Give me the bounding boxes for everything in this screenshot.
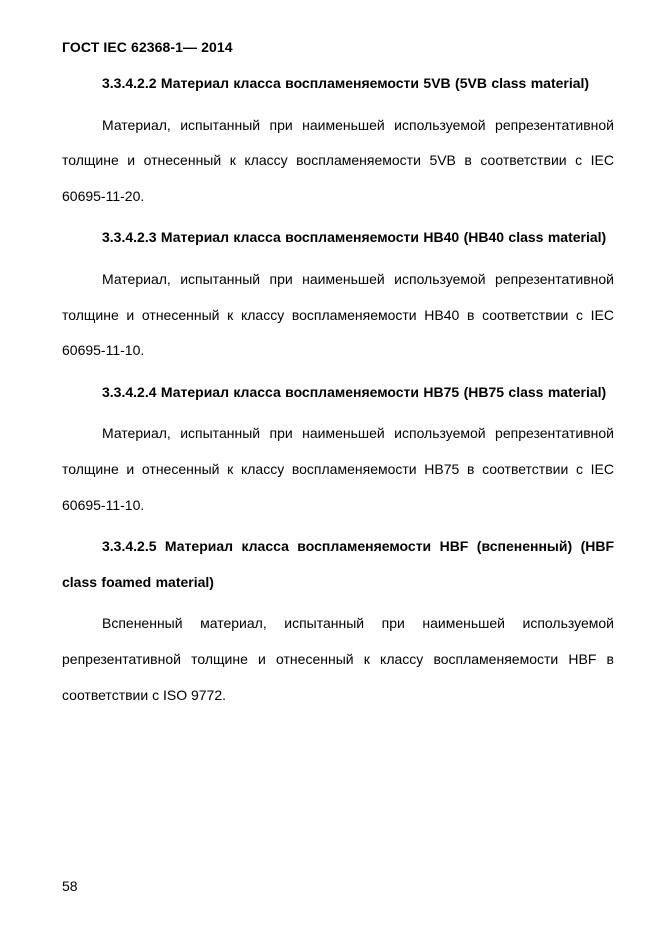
section-body-3-3-4-2-3: Материал, испытанный при наименьшей используемой репрезентативной толщине и отнесенный к классу воспламеняемости HB40 в соответствии с IEC 60695-11-10. bbox=[62, 270, 614, 359]
section-heading-3-3-4-2-2: 3.3.4.2.2 Материал класса воспламеняемости 5VB (5VB class material) bbox=[102, 75, 590, 91]
section-heading-3-3-4-2-4: 3.3.4.2.4 Материал класса воспламеняемости HB75 (HB75 class material) bbox=[102, 383, 607, 400]
section-heading-3-3-4-2-3: 3.3.4.2.3 Материал класса воспламеняемости HB40 (HB40 class material) bbox=[102, 229, 607, 246]
section-body-3-3-4-2-2: Материал, испытанный при наименьшей используемой репрезентативной толщине и отнесенный к классу воспламеняемости 5VB в соответствии с IEC 60695-11-20. bbox=[62, 116, 614, 204]
document-body bbox=[62, 66, 614, 713]
page-number: 58 bbox=[62, 878, 78, 894]
section-body-3-3-4-2-4: Материал, испытанный при наименьшей используемой репрезентативной толщине и отнесенный к классу воспламеняемости HB75 в соответствии с IEC 60695-11-10. bbox=[62, 425, 614, 513]
section-heading-3-3-4-2-5: 3.3.4.2.5 Материал класса воспламеняемости HBF (вспененный) (HBF class foamed material) bbox=[62, 538, 614, 590]
document-header: ГОСТ IEC 62368-1— 2014 bbox=[62, 39, 233, 55]
section-body-3-3-4-2-5: Вспененный материал, испытанный при наименьшей используемой репрезентативной толщине и отнесенный к классу воспламеняемости HBF в соответствии с ISO 9772. bbox=[62, 615, 614, 703]
